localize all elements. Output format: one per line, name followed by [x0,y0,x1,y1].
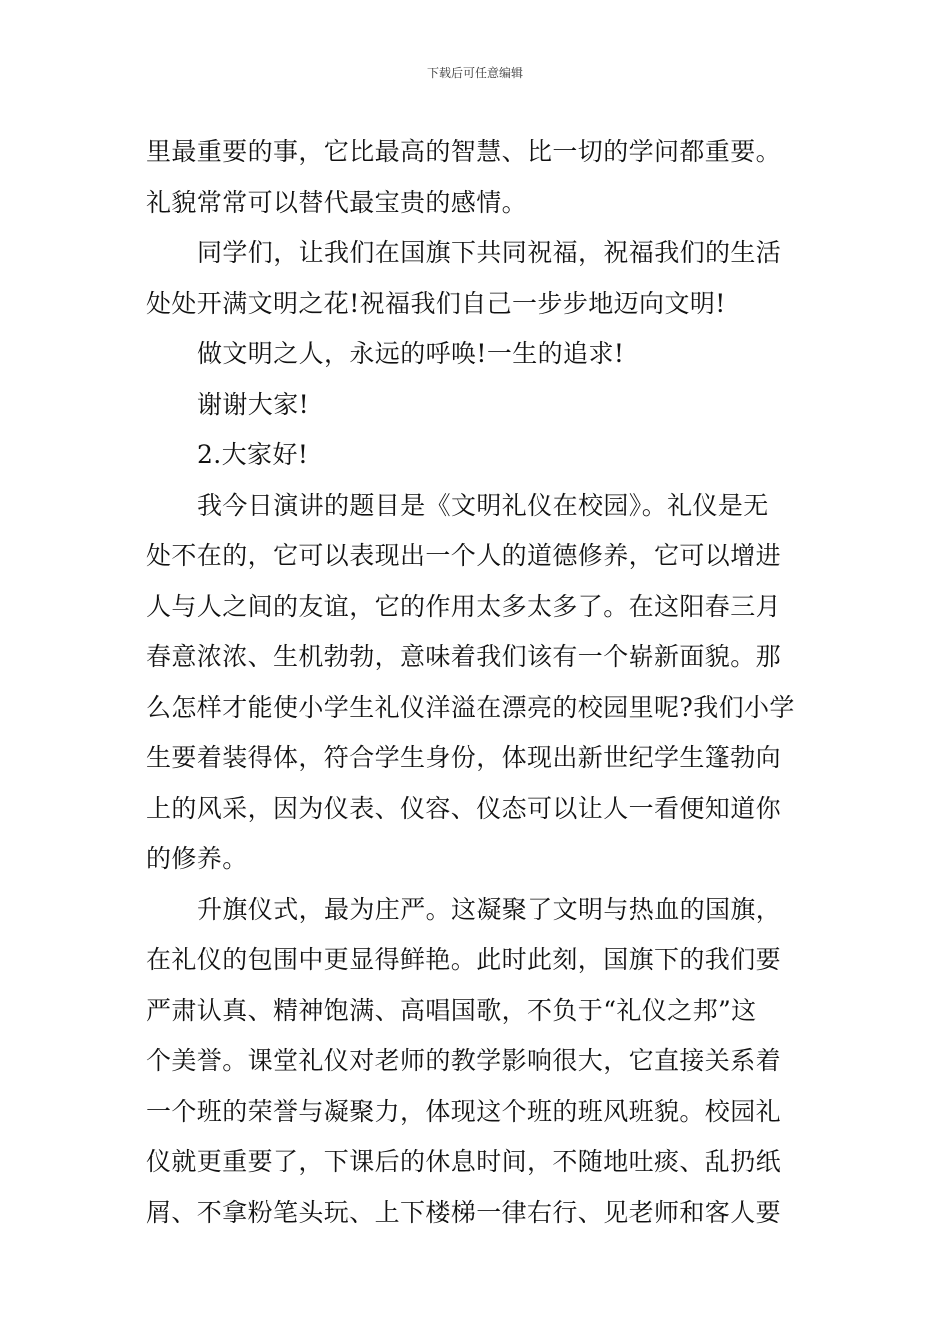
text-line-18: 严肃认真、精神饱满、高唱国歌，不负于“礼仪之邦”这 [146,995,757,1025]
page-header: 下载后可任意编辑 [426,66,523,80]
text-line-13: 生要着装得体，符合学生身份，体现出新世纪学生篷勃向 [146,743,782,772]
text-line-8: 我今日演讲的题目是《文明礼仪在校园》。礼仪是无 [197,490,769,520]
text-line-22: 屑、不拿粉笔头玩、上下楼梯一律右行、见老师和客人要 [146,1197,782,1227]
text-line-4: 处处开满文明之花!祝福我们自己一步步地迈向文明! [146,288,726,318]
text-line-5: 做文明之人，永远的呼唤!一生的追求! [197,339,625,368]
text-line-19: 个美誉。课堂礼仪对老师的教学影响很大，它直接关系着 [146,1046,782,1075]
text-line-2: 礼貌常常可以替代最宝贵的感情。 [146,187,528,217]
text-line-3: 同学们，让我们在国旗下共同祝福，祝福我们的生活 [197,238,782,267]
text-line-9: 处不在的，它可以表现出一个人的道德修养，它可以增进 [146,541,782,570]
text-line-16: 升旗仪式，最为庄严。这凝聚了文明与热血的国旗， [197,894,782,924]
text-line-7: 2.大家好! [197,440,309,469]
text-line-15: 的修养。 [146,844,248,873]
text-line-20: 一个班的荣誉与凝聚力，体现这个班的班风班貌。校园礼 [146,1096,782,1126]
text-line-21: 仪就更重要了，下课后的休息时间，不随地吐痰、乱扔纸 [146,1147,782,1176]
text-line-14: 上的风采，因为仪表、仪容、仪态可以让人一看便知道你 [146,793,782,823]
text-line-10: 人与人之间的友谊，它的作用太多太多了。在这阳春三月 [146,591,782,621]
text-line-12: 么怎样才能使小学生礼仪洋溢在漂亮的校园里呢?我们小学 [146,692,795,722]
text-line-17: 在礼仪的包围中更显得鲜艳。此时此刻，国旗下的我们要 [146,945,782,974]
text-line-1: 里最重要的事，它比最高的智慧、比一切的学问都重要。 [146,137,782,166]
document-body [146,127,812,1238]
text-line-11: 春意浓浓、生机勃勃，意味着我们该有一个崭新面貌。那 [146,642,782,671]
text-line-6: 谢谢大家! [197,389,310,419]
